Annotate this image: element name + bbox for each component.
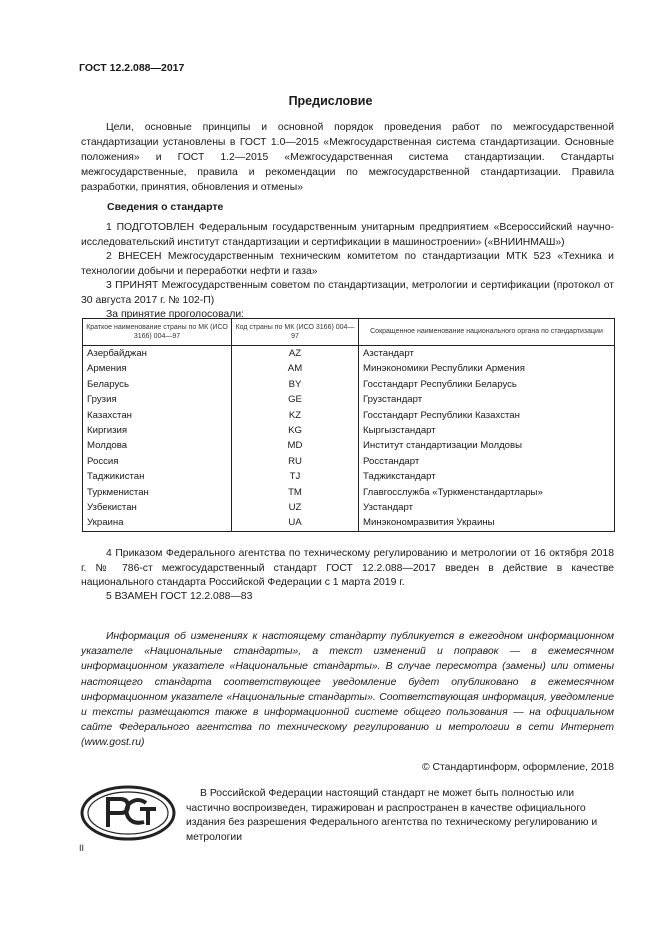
- country-name: Туркменистан: [83, 485, 232, 500]
- standards-body: Росстандарт: [359, 454, 615, 469]
- copyright: © Стандартинформ, оформление, 2018: [421, 762, 614, 773]
- item-prepared: 1 ПОДГОТОВЛЕН Федеральным государственным унитарным предприятием «Всероссийский научно-исследовательский институт стандартизации и сертификации в машиностроении» («ВНИИНМАШ»): [81, 222, 614, 248]
- country-code: KZ: [232, 408, 359, 423]
- country-code: UZ: [232, 500, 359, 515]
- table-header-row: [83, 319, 615, 346]
- country-name: Молдова: [83, 438, 232, 453]
- table-row: [83, 361, 615, 376]
- country-code: GE: [232, 392, 359, 407]
- table-row: [83, 346, 615, 362]
- intro-paragraph: Цели, основные принципы и основной порядок проведения работ по межгосударственной стандартизации установлены в ГОСТ 1.0—2015 «Межгосударственная система стандартизации. Основные положения» и ГОСТ 1.2—2015 «Межгосударственная система стандартизации. Стандарты межгосударственные, правила и рекомендации по межгосударственной стандартизации. Правила разработки, принятия, обновления и отмены»: [81, 122, 614, 193]
- country-code: RU: [232, 454, 359, 469]
- page-title: Предисловие: [288, 94, 373, 108]
- standards-body: Таджикстандарт: [359, 469, 615, 484]
- item-replaces: 5 ВЗАМЕН ГОСТ 12.2.088—83: [106, 591, 253, 602]
- country-code: KG: [232, 423, 359, 438]
- section-title: Сведения о стандарте: [107, 201, 224, 213]
- country-name: Казахстан: [83, 408, 232, 423]
- rst-logo-icon: [80, 785, 176, 841]
- page-number: II: [79, 843, 85, 853]
- standards-body: Госстандарт Республики Казахстан: [359, 408, 615, 423]
- country-code: AZ: [232, 346, 359, 362]
- country-name: Беларусь: [83, 377, 232, 392]
- country-name: Россия: [83, 454, 232, 469]
- country-code: MD: [232, 438, 359, 453]
- standards-body: Минэкономики Республики Армения: [359, 361, 615, 376]
- table-row: [83, 515, 615, 531]
- standards-body: Институт стандартизации Молдовы: [359, 438, 615, 453]
- document-code: ГОСТ 12.2.088—2017: [79, 62, 185, 74]
- table-row: [83, 454, 615, 469]
- table-row: [83, 392, 615, 407]
- country-code: AM: [232, 361, 359, 376]
- voted-label: За принятие проголосовали:: [106, 309, 245, 320]
- standards-body: Кыргызстандарт: [359, 423, 615, 438]
- country-code: TM: [232, 485, 359, 500]
- table-row: [83, 469, 615, 484]
- item-introduced: 2 ВНЕСЕН Межгосударственным техническим комитетом по стандартизации МТК 523 «Техника и технологии добычи и переработки нефти и газа»: [81, 251, 614, 277]
- table-row: [83, 438, 615, 453]
- header-country-name: Краткое наименование страны по МК (ИСО 3166) 004—97: [83, 319, 232, 346]
- country-name: Киргизия: [83, 423, 232, 438]
- standards-body: Минэкономразвития Украины: [359, 515, 615, 531]
- table-row: [83, 408, 615, 423]
- voting-states-table: [82, 318, 615, 532]
- table-row: [83, 377, 615, 392]
- standards-body: Главгосслужба «Туркменстандартлары»: [359, 485, 615, 500]
- standards-body: Госстандарт Республики Беларусь: [359, 377, 615, 392]
- standards-body: Азстандарт: [359, 346, 615, 362]
- header-standards-body: Сокращенное наименование национального органа по стандартизации: [359, 319, 615, 346]
- country-name: Азербайджан: [83, 346, 232, 362]
- country-name: Украина: [83, 515, 232, 531]
- table-row: [83, 500, 615, 515]
- header-country-code: Код страны по МК (ИСО 3166) 004—97: [232, 319, 359, 346]
- table-row: [83, 423, 615, 438]
- country-name: Грузия: [83, 392, 232, 407]
- standards-body: Узстандарт: [359, 500, 615, 515]
- info-notice: Информация об изменениях к настоящему стандарту публикуется в ежегодном информационном указателе «Национальные стандарты», а текст изменений и поправок — в ежемесячном информационном указателе «Национальные стандарты». В случае пересмотра (замены) или отмены настоящего стандарта соответствующее уведомление будет опубликовано в ежемесячном информационном указателе «Национальные стандарты». Соответствующая информация, уведомление и тексты размещаются также в информационной системе общего пользования — на официальном сайте Федерального агентства по техническому регулированию и метрологии в сети Интернет (www.gost.ru): [81, 631, 614, 749]
- country-name: Таджикистан: [83, 469, 232, 484]
- standards-body: Грузстандарт: [359, 392, 615, 407]
- country-name: Узбекистан: [83, 500, 232, 515]
- country-code: UA: [232, 515, 359, 531]
- rights-notice: В Российской Федерации настоящий стандарт не может быть полностью или частично воспроизведен, тиражирован и распространен в качестве официального издания без разрешения Федерального агентства по техническому регулированию и метрологии: [186, 788, 598, 843]
- item-adopted: 3 ПРИНЯТ Межгосударственным советом по стандартизации, метрологии и сертификации (протокол от 30 августа 2017 г. № 102-П): [81, 280, 614, 306]
- item-enacted: 4 Приказом Федерального агентства по техническому регулированию и метрологии от 16 октября 2018 г. № 786-ст межгосударственный стандарт ГОСТ 12.2.088—2017 введен в действие в качестве национального стандарта Российской Федерации с 1 марта 2019 г.: [81, 548, 614, 588]
- country-code: BY: [232, 377, 359, 392]
- table-row: [83, 485, 615, 500]
- country-name: Армения: [83, 361, 232, 376]
- country-code: TJ: [232, 469, 359, 484]
